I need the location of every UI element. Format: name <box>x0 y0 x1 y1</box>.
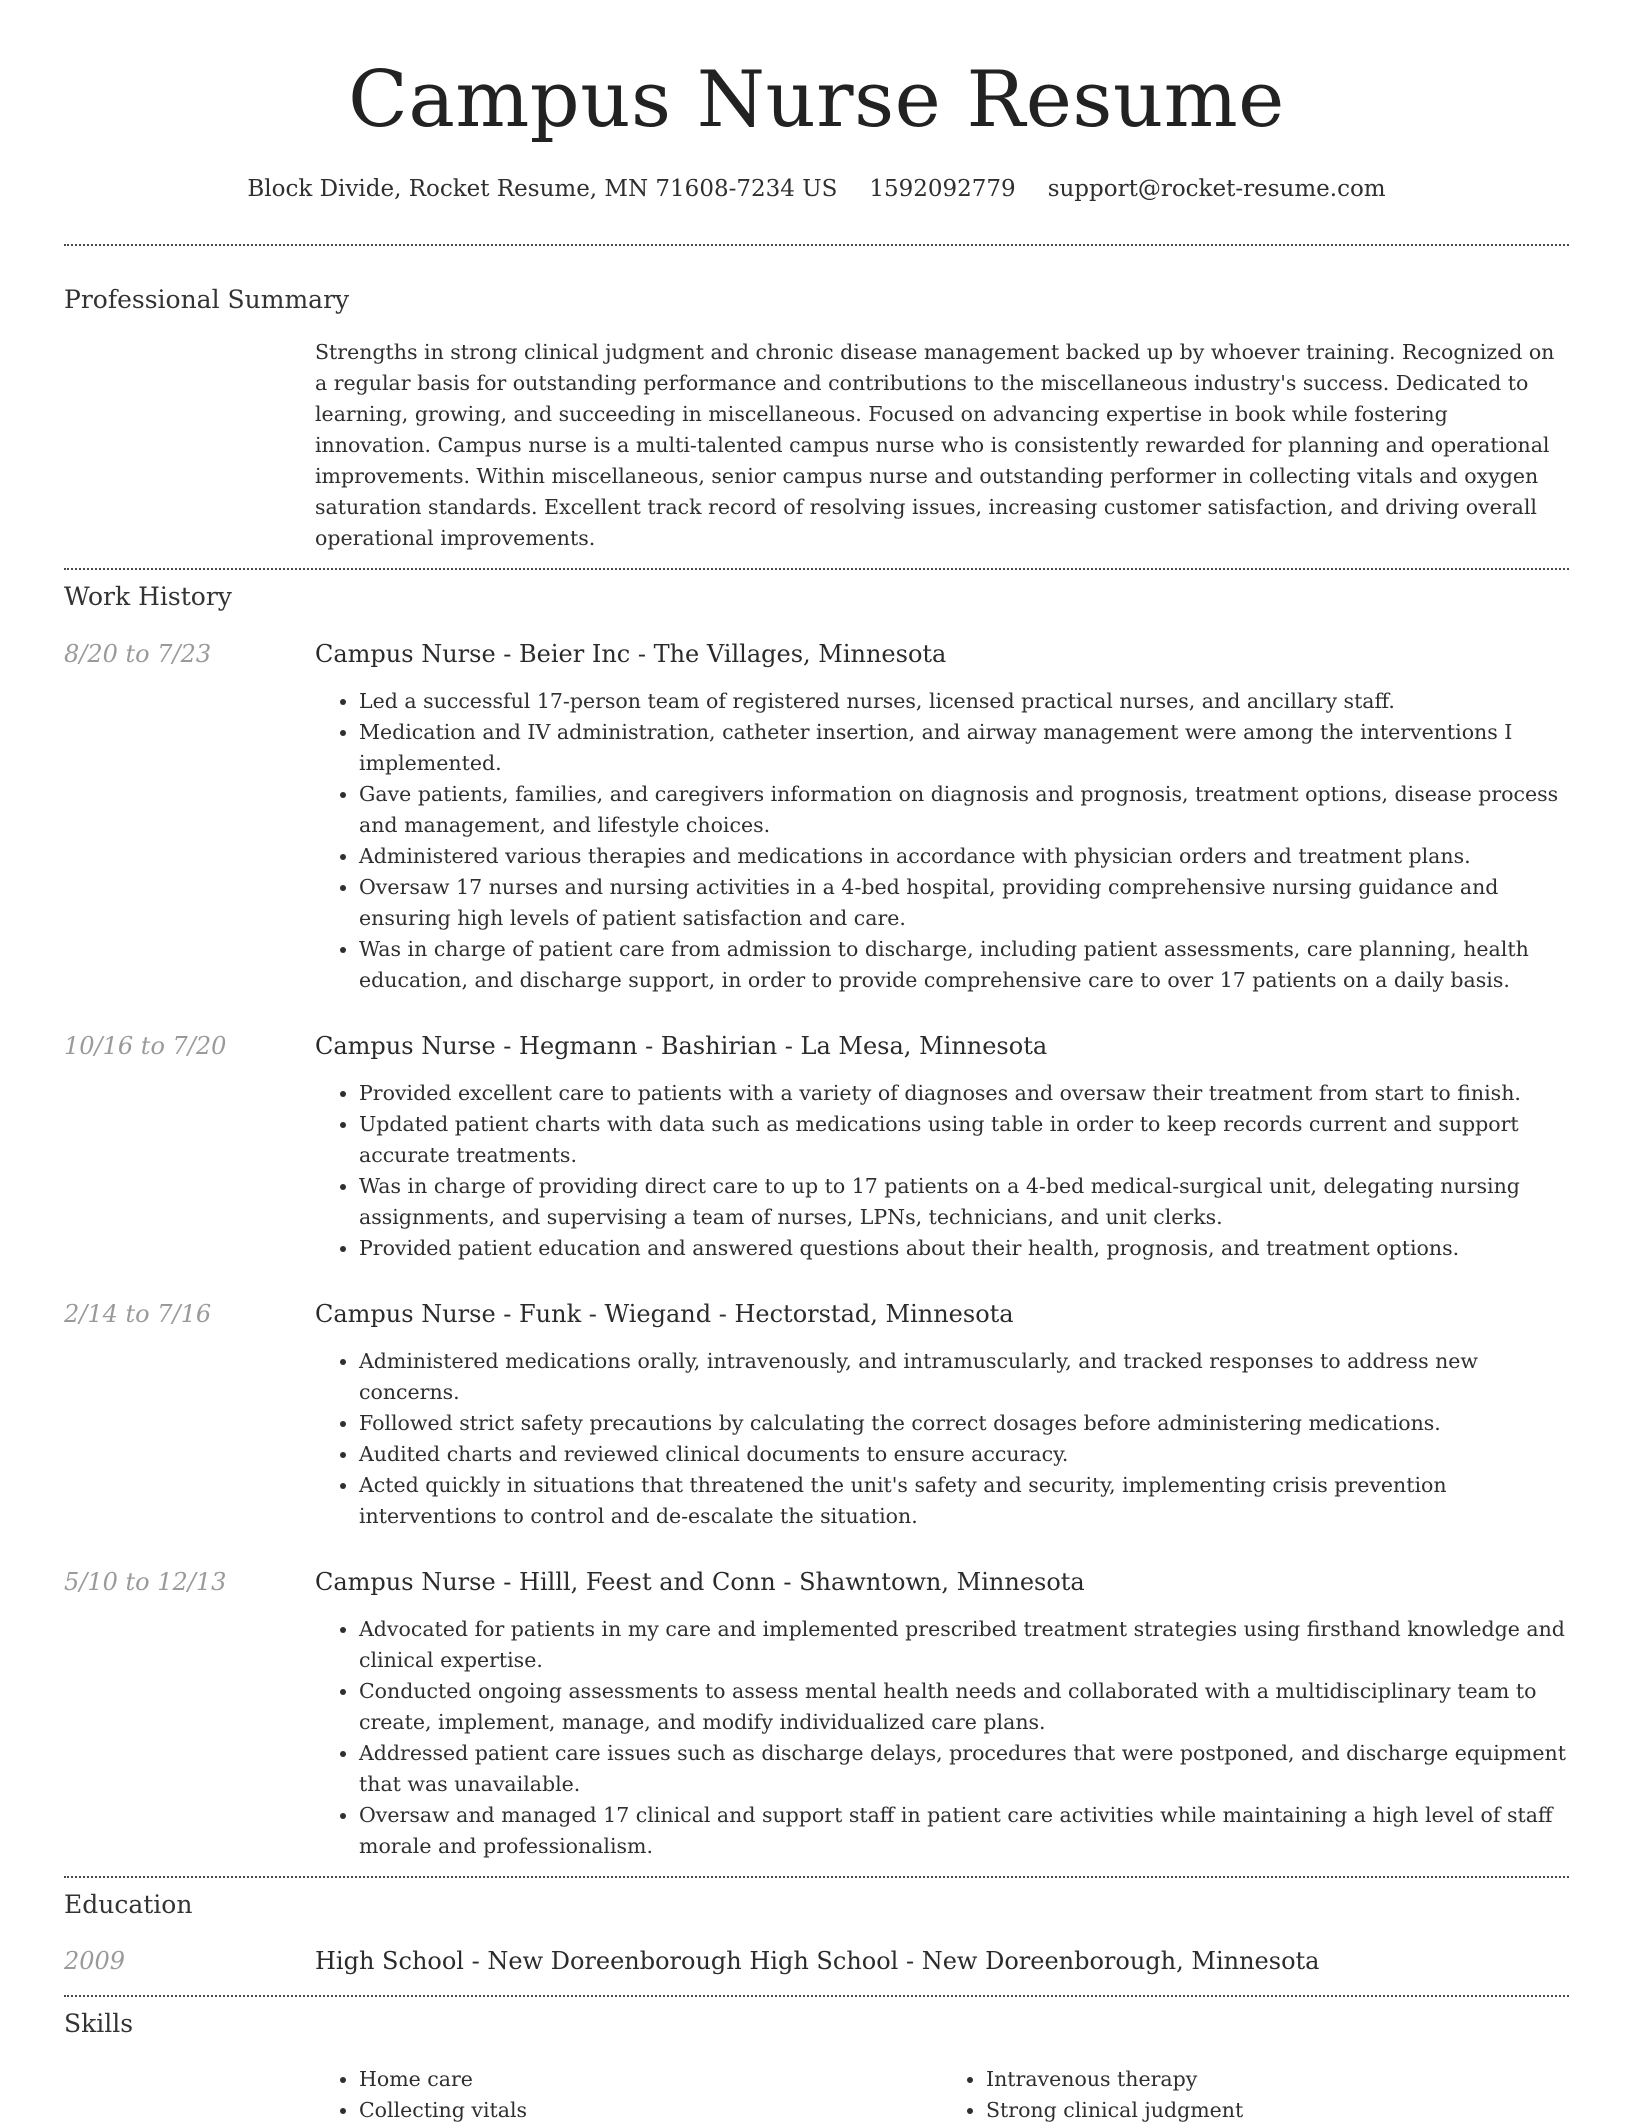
section-divider <box>64 1995 1569 1997</box>
job-body <box>315 1566 1569 1862</box>
education-year: 2009 <box>64 1947 126 1975</box>
summary-text: Strengths in strong clinical judgment and chronic disease management backed up by whoever training. Recognized on a regular basis for outstanding performance and contributions to the miscellaneous industry's success. Dedicated to learning, growing, and succeeding in miscellaneous. Focused on advancing expertise in book while fostering innovation. Campus nurse is a multi-talented campus nurse who is consistently rewarded for planning and operational improvements. Within miscellaneous, senior campus nurse and outstanding performer in collecting vitals and oxygen saturation standards. Excellent track record of resolving issues, increasing customer satisfaction, and driving overall operational improvements. <box>315 340 1555 550</box>
job-bullet: • Led a successful 17-person team of registered nurses, licensed practical nurses, and ancillary staff. <box>359 686 1569 717</box>
skills-list <box>315 2064 1569 2126</box>
section-divider <box>64 568 1569 570</box>
job-bullet: • Acted quickly in situations that threatened the unit's safety and security, implementing crisis prevention interventions to control and de-escalate the situation. <box>359 1470 1569 1532</box>
skills-column <box>942 2064 1569 2126</box>
job-entry <box>64 1298 1569 1532</box>
contact-phone: 1592092779 <box>869 176 1016 202</box>
skill-item: • Collecting vitals <box>359 2095 942 2126</box>
job-entry <box>64 1566 1569 1862</box>
job-bullets <box>315 1614 1569 1862</box>
job-bullet: • Medication and IV administration, catheter insertion, and airway management were among the interventions I implemented. <box>359 717 1569 779</box>
resume-title: Campus Nurse Resume <box>348 55 1285 145</box>
skills-column <box>315 2064 942 2126</box>
job-title: Campus Nurse - Hilll, Feest and Conn - Shawntown, Minnesota <box>315 1568 1085 1596</box>
job-bullet: • Advocated for patients in my care and implemented prescribed treatment strategies using firsthand knowledge and clinical expertise. <box>359 1614 1569 1676</box>
job-body <box>315 1298 1569 1532</box>
job-entry <box>64 638 1569 996</box>
education-heading: Education <box>64 1890 193 1919</box>
education-body <box>315 1945 1569 1977</box>
skill-item: • Strong clinical judgment <box>986 2095 1569 2126</box>
contact-address: Block Divide, Rocket Resume, MN 71608-7234 US <box>247 176 838 202</box>
job-bullet: • Followed strict safety precautions by calculating the correct dosages before administering medications. <box>359 1408 1569 1439</box>
job-bullet: • Administered medications orally, intravenously, and intramuscularly, and tracked responses to address new concerns. <box>359 1346 1569 1408</box>
job-bullet: • Was in charge of providing direct care to up to 17 patients on a 4-bed medical-surgical unit, delegating nursing assignments, and supervising a team of nurses, LPNs, technicians, and unit clerks. <box>359 1171 1569 1233</box>
education-title: High School - New Doreenborough High School - New Doreenborough, Minnesota <box>315 1947 1320 1975</box>
job-bullet: • Oversaw 17 nurses and nursing activities in a 4-bed hospital, providing comprehensive nursing guidance and ensuring high levels of patient satisfaction and care. <box>359 872 1569 934</box>
skill-item: • Intravenous therapy <box>986 2064 1569 2095</box>
job-bullet: • Conducted ongoing assessments to assess mental health needs and collaborated with a multidisciplinary team to create, implement, manage, and modify individualized care plans. <box>359 1676 1569 1738</box>
job-bullet: • Was in charge of patient care from admission to discharge, including patient assessments, care planning, health education, and discharge support, in order to provide comprehensive care to over 17 patients on a daily basis. <box>359 934 1569 996</box>
contact-line <box>64 174 1569 204</box>
skill-item: • Home care <box>359 2064 942 2095</box>
skills-heading: Skills <box>64 2009 134 2038</box>
job-dates: 2/14 to 7/16 <box>64 1300 212 1328</box>
job-title: Campus Nurse - Hegmann - Bashirian - La Mesa, Minnesota <box>315 1032 1048 1060</box>
job-bullet: • Oversaw and managed 17 clinical and support staff in patient care activities while maintaining a high level of staff morale and professionalism. <box>359 1800 1569 1862</box>
job-title: Campus Nurse - Beier Inc - The Villages, Minnesota <box>315 640 947 668</box>
job-bullet: • Audited charts and reviewed clinical documents to ensure accuracy. <box>359 1439 1569 1470</box>
job-bullet: • Gave patients, families, and caregivers information on diagnosis and prognosis, treatment options, disease process and management, and lifestyle choices. <box>359 779 1569 841</box>
job-bullet: • Provided patient education and answered questions about their health, prognosis, and treatment options. <box>359 1233 1569 1264</box>
job-bullet: • Provided excellent care to patients with a variety of diagnoses and oversaw their treatment from start to finish. <box>359 1078 1569 1109</box>
job-bullets <box>315 1346 1569 1532</box>
job-body <box>315 638 1569 996</box>
job-bullet: • Updated patient charts with data such as medications using table in order to keep records current and support accurate treatments. <box>359 1109 1569 1171</box>
job-dates: 10/16 to 7/20 <box>64 1032 227 1060</box>
job-dates: 8/20 to 7/23 <box>64 640 212 668</box>
contact-email: support@rocket-resume.com <box>1047 176 1386 202</box>
job-bullets <box>315 686 1569 996</box>
job-dates: 5/10 to 12/13 <box>64 1568 227 1596</box>
job-body <box>315 1030 1569 1264</box>
job-title: Campus Nurse - Funk - Wiegand - Hectorstad, Minnesota <box>315 1300 1014 1328</box>
job-bullet: • Administered various therapies and medications in accordance with physician orders and treatment plans. <box>359 841 1569 872</box>
section-divider <box>64 1876 1569 1878</box>
job-bullets <box>315 1078 1569 1264</box>
work-history-heading: Work History <box>64 582 232 611</box>
resume-page <box>64 0 1569 2126</box>
job-entry <box>64 1030 1569 1264</box>
education-entry <box>64 1945 1569 1977</box>
summary-heading: Professional Summary <box>64 285 350 314</box>
job-bullet: • Addressed patient care issues such as discharge delays, procedures that were postponed, and discharge equipment that was unavailable. <box>359 1738 1569 1800</box>
section-divider <box>64 244 1569 246</box>
